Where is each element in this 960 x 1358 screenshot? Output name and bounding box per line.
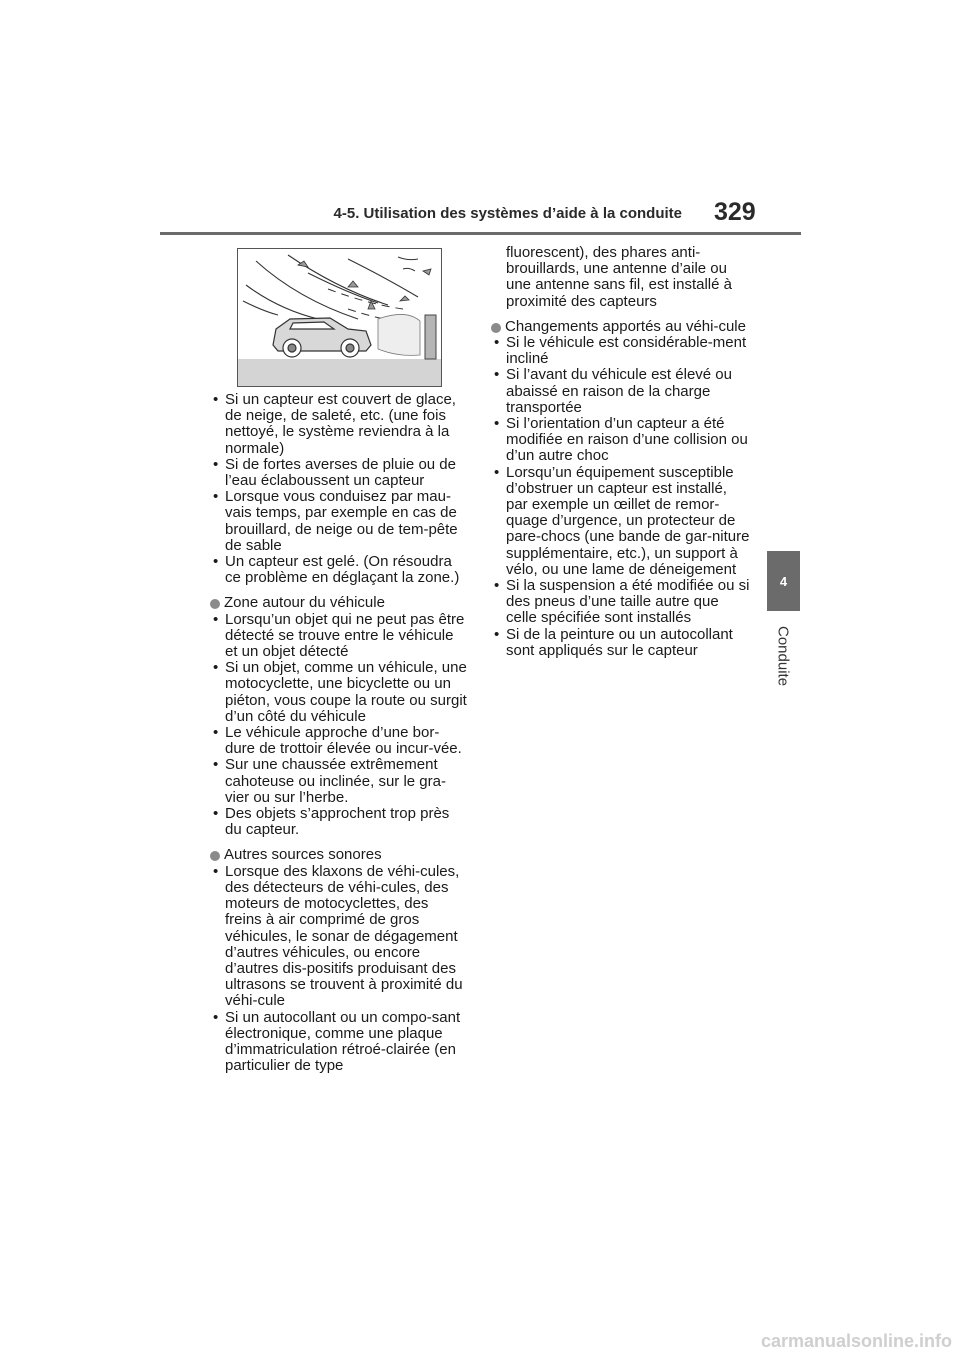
subheading-zone — [210, 595, 468, 611]
bullet-dot-icon — [491, 323, 501, 333]
list-item: • Si l’orientation d’un capteur a été modifiée en raison d’une collision ou d’un autre choc — [491, 416, 751, 465]
list-item: • Si la suspension a été modifiée ou si des pneus d’une taille autre que celle spécifiée sont installés — [491, 578, 751, 627]
list-item: • Le véhicule approche d’une bor-dure de trottoir élevée ou incur-vée. — [210, 725, 468, 757]
list-item: • Un capteur est gelé. (On résoudra ce problème en déglaçant la zone.) — [210, 554, 468, 586]
watermark: carmanualsonline.info — [760, 1331, 952, 1351]
chapter-label — [765, 622, 801, 690]
subheading-vehicle-changes — [491, 319, 751, 335]
subheading-sound — [210, 847, 468, 863]
chapter-label-text: Conduite — [774, 625, 792, 687]
list-item: • Lorsqu’un objet qui ne peut pas être détecté se trouve entre le véhicule et un objet détecté — [210, 612, 468, 661]
car-weather-drawing — [238, 249, 441, 386]
list-item: • Lorsqu’un équipement susceptible d’obstruer un capteur est installé, par exemple un œillet de remor-quage d’urgence, un protecteur de pare-chocs (une bande de gar-niture supplémentaire, etc.), un support à vélo, ou une lame de déneigement — [491, 465, 751, 578]
list-item: • Si le véhicule est considérable-ment incliné — [491, 335, 751, 367]
page-number: 329 — [714, 198, 756, 226]
list-item: • Si de la peinture ou un autocollant sont appliqués sur le capteur — [491, 627, 751, 659]
subheading-text: Changements apportés au véhi-cule — [505, 317, 746, 335]
subheading-text: Zone autour du véhicule — [224, 594, 385, 612]
section-title: 4-5. Utilisation des systèmes d’aide à la conduite — [333, 205, 682, 222]
chapter-tab[interactable] — [767, 551, 800, 611]
bullet-dot-icon — [210, 599, 220, 609]
bullet-dot-icon — [210, 851, 220, 861]
list-item: • Si de fortes averses de pluie ou de l’eau éclaboussent un capteur — [210, 457, 468, 489]
list-item: • Si un objet, comme un véhicule, une motocyclette, une bicyclette ou un piéton, vous coupe la route ou surgit d’un côté du véhicule — [210, 660, 468, 725]
list-item: • Si un autocollant ou un compo-sant électronique, comme une plaque d’immatriculation rétroé-clairée (en particulier de type — [210, 1010, 468, 1075]
subheading-text: Autres sources sonores — [224, 846, 382, 864]
list-item: • Lorsque vous conduisez par mau-vais temps, par exemple en cas de brouillard, de neige ou de tem-pête de sable — [210, 489, 468, 554]
list-item: • Des objets s’approchent trop près du capteur. — [210, 806, 468, 838]
car-weather-illustration — [237, 248, 442, 387]
chapter-number: 4 — [779, 573, 788, 589]
list-item: • Si l’avant du véhicule est élevé ou abaissé en raison de la charge transportée — [491, 367, 751, 416]
left-column — [210, 392, 468, 1074]
list-item: • Si un capteur est couvert de glace, de neige, de saleté, etc. (une fois nettoyé, le système reviendra à la normale) — [210, 392, 468, 457]
right-column — [491, 245, 751, 659]
continuation-text: fluorescent), des phares anti-brouillards, une antenne d’aile ou une antenne sans fil, est installé à proximité des capteurs — [506, 244, 732, 310]
list-item: • Lorsque des klaxons de véhi-cules, des détecteurs de véhi-cules, des moteurs de motocyclettes, des freins à air comprimé de gros véhicules, le sonar de dégagement d’autres véhicules, ou encore d’autres dis-positifs produisant des ultrasons se trouvent à proximité du véhi-cule — [210, 864, 468, 1010]
list-item: • Sur une chaussée extrêmement cahoteuse ou inclinée, sur le gra-vier ou sur l’herbe. — [210, 757, 468, 806]
header-divider — [160, 232, 801, 235]
